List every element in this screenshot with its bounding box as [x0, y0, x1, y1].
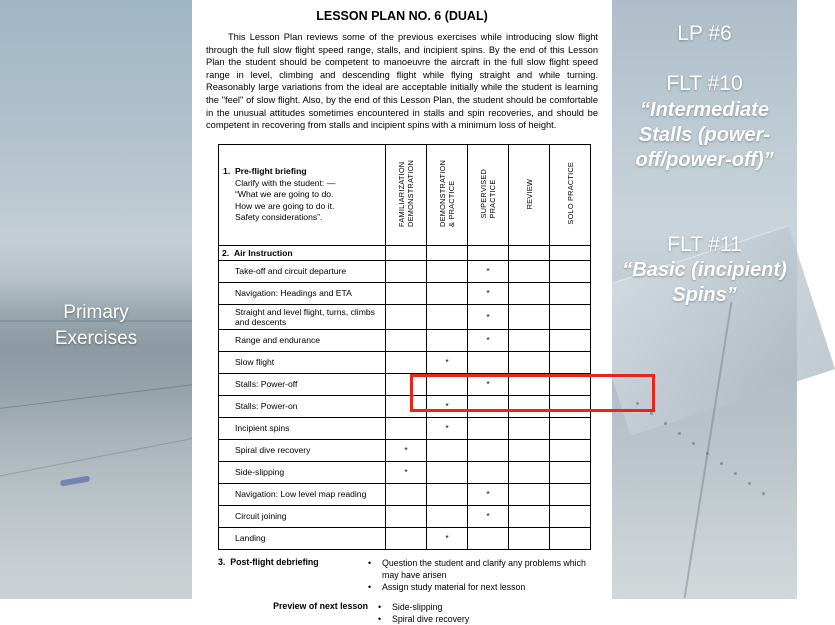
row-label: Take-off and circuit departure [219, 260, 386, 282]
bullet-icon: • [378, 601, 382, 612]
column-header-review [509, 144, 550, 245]
column-header-solo-practice [550, 144, 591, 245]
row-mark-cell [386, 483, 427, 505]
row-label: Navigation: Low level map reading [219, 483, 386, 505]
row-mark-cell [427, 373, 468, 395]
preflight-number: 1. [223, 166, 231, 176]
row-mark-cell [386, 304, 427, 329]
postflight-item-2: Assign study material for next lesson [382, 581, 526, 592]
row-mark-cell [386, 260, 427, 282]
row-label: Landing [219, 527, 386, 549]
row-mark-cell [550, 260, 591, 282]
row-mark-cell [386, 373, 427, 395]
bullet-icon: • [368, 557, 372, 568]
table-row [219, 395, 591, 417]
preview-heading: Preview of next lesson [273, 600, 368, 611]
row-mark-cell [427, 260, 468, 282]
row-mark-cell [386, 282, 427, 304]
row-mark-cell [509, 527, 550, 549]
row-mark-cell [468, 417, 509, 439]
row-label: Range and endurance [219, 329, 386, 351]
row-mark-cell [509, 304, 550, 329]
row-label: Spiral dive recovery [219, 439, 386, 461]
table-row [219, 282, 591, 304]
row-mark-cell [386, 417, 427, 439]
runway-line-1 [0, 381, 219, 410]
row-mark-cell: * [468, 329, 509, 351]
row-mark-cell [509, 439, 550, 461]
page-title: LESSON PLAN NO. 6 (DUAL) [316, 9, 488, 23]
row-mark-cell: * [468, 505, 509, 527]
row-mark-cell [550, 505, 591, 527]
table-row [219, 417, 591, 439]
postflight-item-1: may have arisen [382, 569, 447, 580]
bullet-icon: • [368, 581, 372, 592]
preflight-briefing-cell [219, 144, 386, 245]
table-row [219, 373, 591, 395]
preflight-line-2: How we are going to do it. [235, 200, 335, 211]
row-mark-cell [386, 527, 427, 549]
postflight-items [368, 557, 590, 593]
column-header-text: SUPERVISED PRACTICE [479, 168, 497, 219]
row-mark-cell [427, 282, 468, 304]
row-mark-cell [550, 439, 591, 461]
row-mark-cell [509, 395, 550, 417]
postflight-heading [218, 557, 368, 593]
row-mark-cell [509, 505, 550, 527]
air-instruction-row [219, 245, 591, 260]
row-mark-cell [550, 373, 591, 395]
postflight-heading-text: Post-flight debriefing [230, 556, 319, 567]
row-mark-cell [550, 395, 591, 417]
left-panel-label-text: Primary Exercises [54, 302, 138, 349]
table-row [219, 461, 591, 483]
row-mark-cell [468, 461, 509, 483]
preview-item-1: Spiral dive recovery [392, 613, 470, 624]
column-header-text: DEMONSTRATION & PRACTICE [438, 160, 456, 228]
table-row [219, 505, 591, 527]
postflight-section [218, 557, 590, 625]
row-label: Circuit joining [219, 505, 386, 527]
row-mark-cell [468, 527, 509, 549]
right-panel-flt-10-title: “Intermediate Stalls (power-off/power-off)” [635, 99, 774, 171]
row-mark-cell [509, 329, 550, 351]
row-mark-cell [550, 351, 591, 373]
row-mark-cell [509, 282, 550, 304]
rivet-row [632, 400, 792, 560]
row-mark-cell [550, 282, 591, 304]
row-label: Stalls: Power-on [219, 395, 386, 417]
air-instruction-number: 2. [222, 247, 230, 258]
row-label: Stalls: Power-off [219, 373, 386, 395]
row-mark-cell: * [468, 304, 509, 329]
row-mark-cell: * [468, 260, 509, 282]
row-mark-cell: * [427, 527, 468, 549]
table-row [219, 351, 591, 373]
row-mark-cell [509, 373, 550, 395]
row-mark-cell [468, 439, 509, 461]
row-mark-cell [550, 483, 591, 505]
row-mark-cell [550, 329, 591, 351]
row-mark-cell [386, 329, 427, 351]
preflight-line-1: “What we are going to do. [235, 189, 334, 199]
row-mark-cell [427, 304, 468, 329]
right-panel-lp-number: LP #6 [677, 22, 732, 45]
row-mark-cell [550, 304, 591, 329]
row-mark-cell [468, 351, 509, 373]
table-row [219, 483, 591, 505]
row-mark-cell [427, 329, 468, 351]
runway-marker [60, 475, 91, 486]
column-header-familiarization [386, 144, 427, 245]
preflight-heading: Pre-flight briefing [234, 166, 307, 176]
row-mark-cell [550, 461, 591, 483]
air-instruction-heading: Air Instruction [233, 247, 293, 258]
bullet-icon: • [378, 613, 382, 624]
left-panel-label [0, 300, 192, 352]
row-mark-cell: * [386, 461, 427, 483]
row-mark-cell: * [468, 373, 509, 395]
row-label: Slow flight [219, 351, 386, 373]
row-mark-cell: * [427, 395, 468, 417]
row-mark-cell: * [427, 417, 468, 439]
column-header-text: FAMILIARIZATION DEMONSTRATION [397, 160, 415, 228]
preflight-line-0: Clarify with the student: — [235, 177, 336, 188]
air-instruction-blank-4 [509, 245, 550, 260]
row-mark-cell [509, 417, 550, 439]
preflight-line-3: Safety considerations”. [235, 212, 323, 222]
postflight-number: 3. [218, 556, 226, 567]
row-mark-cell: * [386, 439, 427, 461]
preview-item-0: Side-slipping [392, 601, 443, 612]
row-mark-cell [509, 260, 550, 282]
column-header-text: SOLO PRACTICE [565, 162, 575, 226]
row-mark-cell [427, 483, 468, 505]
row-mark-cell [509, 351, 550, 373]
table-row [219, 439, 591, 461]
row-mark-cell [386, 505, 427, 527]
right-panel-flt-11: FLT #11 [667, 233, 742, 256]
row-mark-cell [427, 439, 468, 461]
row-mark-cell: * [468, 483, 509, 505]
row-mark-cell [386, 351, 427, 373]
lesson-plan-table [218, 144, 591, 550]
column-header-supervised-practice [468, 144, 509, 245]
postflight-item-0: Question the student and clarify any problems which [382, 557, 586, 568]
row-mark-cell [550, 527, 591, 549]
air-instruction-blank-2 [427, 245, 468, 260]
row-mark-cell: * [468, 282, 509, 304]
table-row [219, 304, 591, 329]
table-row [219, 527, 591, 549]
air-instruction-blank-1 [386, 245, 427, 260]
row-mark-cell [386, 395, 427, 417]
row-label: Navigation: Headings and ETA [219, 282, 386, 304]
row-label: Side-slipping [219, 461, 386, 483]
air-instruction-blank-5 [550, 245, 591, 260]
right-panel-flt-10: FLT #10 [666, 72, 743, 95]
row-mark-cell [468, 395, 509, 417]
row-label: Straight and level flight, turns, climbs and descents [219, 304, 386, 329]
row-mark-cell [509, 461, 550, 483]
table-row [219, 329, 591, 351]
preview-items [378, 601, 590, 625]
lesson-plan-document [192, 0, 612, 624]
row-mark-cell [550, 417, 591, 439]
column-header-demonstration-practice [427, 144, 468, 245]
row-mark-cell [427, 505, 468, 527]
intro-paragraph: This Lesson Plan reviews some of the previous exercises while introducing slow flight through the full slow flight speed range, stalls, and incipient spins. By the end of this Lesson Plan the student should be competent to manoeuvre the aircraft in the full slow flight speed range in level, climbing and descending flight while flying straight and while turning. Reasonably large variations from the ideal are acceptable initially while the student is learning the "feel" of slow flight. Also, by the end of this Lesson Plan, the student should be comfortable in the unusual attitudes sometimes encountered in stalls and spin recoveries, and should be competent in recovering from stalls and incipient spins with a minimum loss of height. [206, 32, 598, 131]
air-instruction-blank-3 [468, 245, 509, 260]
air-instruction-cell [219, 245, 386, 260]
table-header-row [219, 144, 591, 245]
right-panel-flt-11-title: “Basic (incipient) Spins” [622, 259, 787, 306]
row-label: Incipient spins [219, 417, 386, 439]
row-mark-cell [427, 461, 468, 483]
row-mark-cell [509, 483, 550, 505]
row-mark-cell: * [427, 351, 468, 373]
runway-line-2 [0, 433, 218, 478]
table-row [219, 260, 591, 282]
column-header-text: REVIEW [524, 178, 534, 209]
